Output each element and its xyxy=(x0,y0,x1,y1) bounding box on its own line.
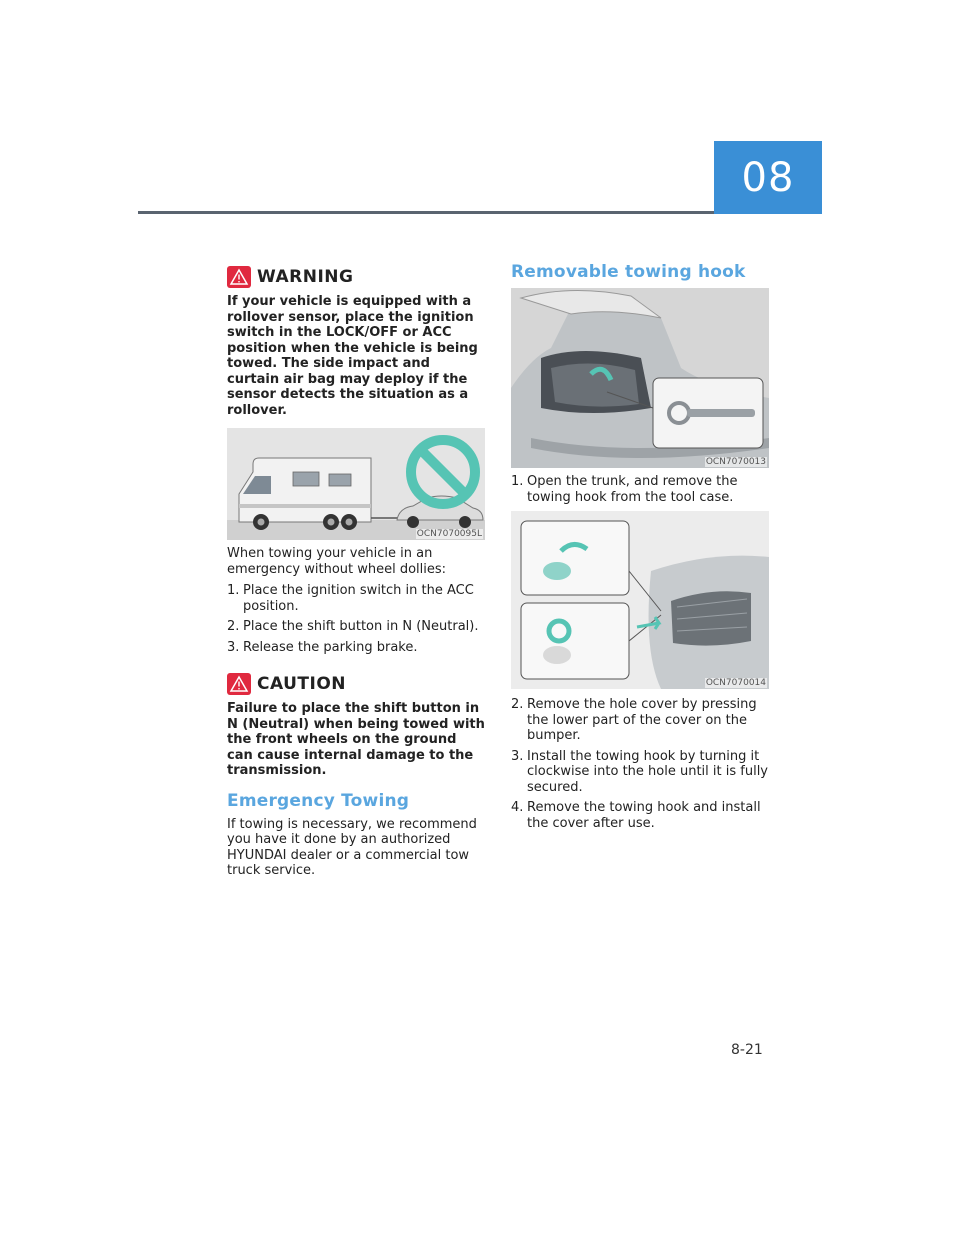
hook-step-1 xyxy=(511,474,769,505)
right-column xyxy=(511,262,769,836)
list-item: 2. Place the shift button in N (Neutral). xyxy=(227,619,479,634)
trunk-illustration xyxy=(511,288,769,468)
figure-code: OCN7070014 xyxy=(705,678,766,688)
caution-header xyxy=(227,673,485,695)
rv-towing-illustration xyxy=(227,428,485,540)
warning-header xyxy=(227,266,485,288)
chapter-tab xyxy=(714,141,822,214)
figure-code: OCN7070095L xyxy=(416,529,482,539)
towing-intro: When towing your vehicle in an emergency without wheel dollies: xyxy=(227,546,447,577)
hook-steps xyxy=(511,697,769,831)
warning-text: If your vehicle is equipped with a rollover sensor, place the ignition switch in the LOCK/OFF or ACC position when the vehicle is being towed. The side impact and curtain air bag may deploy if the sensor detects the situation as a rollover. xyxy=(227,294,478,418)
list-item: 4. Remove the towing hook and install the cover after use. xyxy=(511,800,761,831)
list-item: 2. Remove the hole cover by pressing the lower part of the cover on the bumper. xyxy=(511,697,757,743)
bumper-illustration xyxy=(511,511,769,689)
header-divider xyxy=(138,211,714,214)
trunk-figure xyxy=(511,288,769,468)
caution-text: Failure to place the shift button in N (Neutral) when being towed with the front wheels on the ground can cause internal damage to the transmission. xyxy=(227,701,485,778)
emergency-towing-heading: Emergency Towing xyxy=(227,790,410,811)
chapter-number: 08 xyxy=(741,154,795,201)
list-item: 1. Place the ignition switch in the ACC position. xyxy=(227,583,474,614)
bumper-figure xyxy=(511,511,769,689)
caution-title: CAUTION xyxy=(257,674,347,694)
page-number: 8-21 xyxy=(731,1042,763,1058)
list-item: 1. Open the trunk, and remove the towing hook from the tool case. xyxy=(511,474,738,505)
list-item: 3. Release the parking brake. xyxy=(227,639,418,655)
emergency-towing-text: If towing is necessary, we recommend you have it done by an authorized HYUNDAI dealer or a commercial tow truck service. xyxy=(227,816,477,878)
rv-towing-figure xyxy=(227,428,485,540)
warning-icon xyxy=(227,266,251,288)
list-item: 3. Install the towing hook by turning it clockwise into the hole until it is fully secured. xyxy=(511,748,768,795)
removable-hook-heading: Removable towing hook xyxy=(511,262,746,282)
warning-title: WARNING xyxy=(257,267,354,287)
left-column xyxy=(227,266,485,885)
caution-icon xyxy=(227,673,251,695)
towing-steps xyxy=(227,583,485,655)
figure-code: OCN7070013 xyxy=(705,457,766,467)
